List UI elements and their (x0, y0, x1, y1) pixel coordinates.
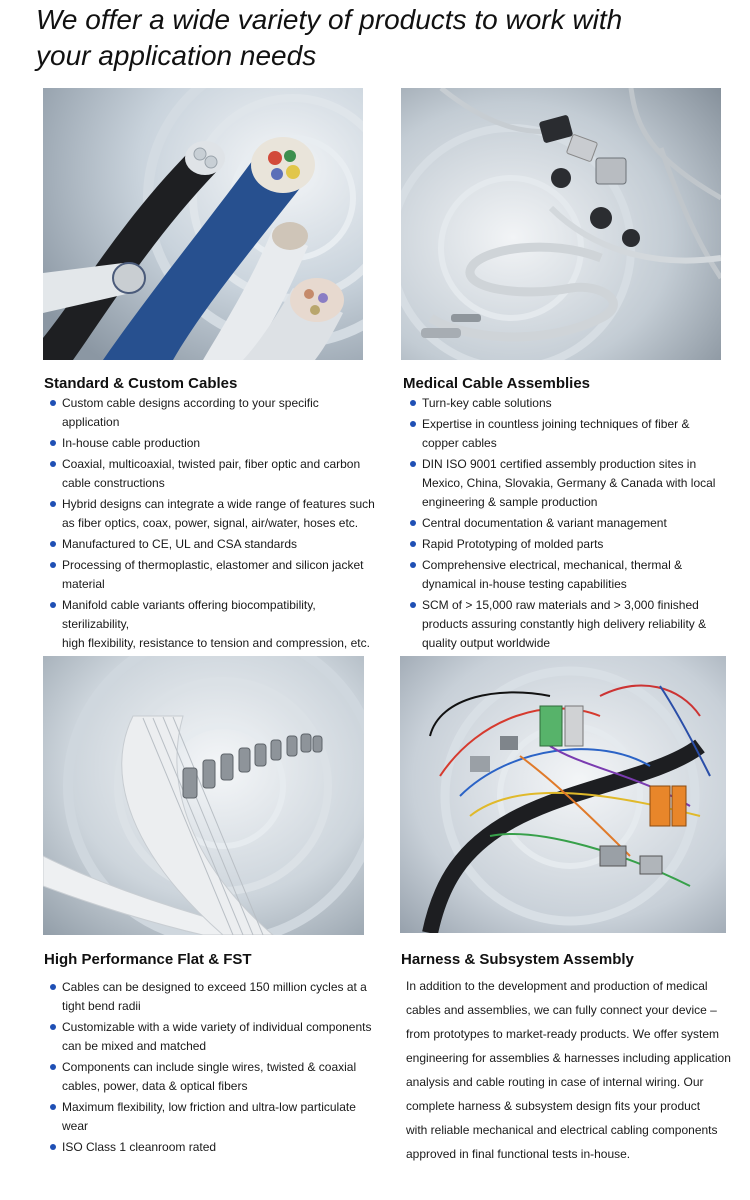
bullet-text: engineering & sample production (422, 495, 598, 509)
bullet-text: Hybrid designs can integrate a wide range of features such (62, 497, 375, 511)
page-headline (36, 2, 736, 74)
bullet-dot-icon (50, 602, 56, 608)
standard-cables-image (43, 88, 363, 360)
bullet-text: Components can include single wires, twisted & coaxial (62, 1060, 357, 1074)
harness-paragraph (406, 974, 736, 1166)
bullet-text: Comprehensive electrical, mechanical, thermal & (422, 558, 683, 572)
bullet-text: ISO Class 1 cleanroom rated (62, 1140, 217, 1154)
bullet-item (44, 596, 384, 653)
bullet-text: Customizable with a wide variety of individual components (62, 1020, 372, 1034)
bullet-item (404, 415, 724, 453)
bullet-dot-icon (50, 984, 56, 990)
paragraph-line: engineering for assemblies & harnesses including application (406, 1051, 731, 1065)
bullet-dot-icon (50, 1064, 56, 1070)
medical-assemblies-title: Medical Cable Assemblies (403, 375, 591, 392)
paragraph-line: analysis and cable routing in case of internal wiring. Our (406, 1075, 704, 1089)
standard-cables-title: Standard & Custom Cables (44, 375, 238, 392)
bullet-text: SCM of > 15,000 raw materials and > 3,000 finished (422, 598, 699, 612)
bullet-text: Turn-key cable solutions (422, 396, 552, 410)
bullet-text: Central documentation & variant management (422, 516, 667, 530)
bullet-dot-icon (410, 421, 416, 427)
bullet-text: products assuring constantly high delivery reliability & (422, 617, 707, 631)
bullet-item (44, 1058, 384, 1096)
bullet-dot-icon (50, 440, 56, 446)
bullet-text: wear (62, 1119, 89, 1133)
bullet-item (44, 394, 384, 432)
bullet-text: high flexibility, resistance to tension and compression, etc. (62, 636, 370, 650)
bullet-item (44, 1018, 384, 1056)
bullet-item (404, 556, 724, 594)
bullet-item (404, 535, 724, 554)
bullet-text: cables, power, data & optical fibers (62, 1079, 248, 1093)
harness-image (400, 656, 726, 933)
bullet-text: application (62, 415, 120, 429)
bullet-text: Cables can be designed to exceed 150 million cycles at a (62, 980, 367, 994)
bullet-dot-icon (410, 602, 416, 608)
bullet-item (44, 556, 384, 594)
flat-cable-image (43, 656, 364, 935)
bullet-item (44, 1098, 384, 1136)
bullet-dot-icon (50, 461, 56, 467)
bullet-text: Rapid Prototyping of molded parts (422, 537, 604, 551)
paragraph-line: cables and assemblies, we can fully connect your device – (406, 1003, 717, 1017)
bullet-text: copper cables (422, 436, 497, 450)
bullet-text: dynamical in-house testing capabilities (422, 577, 627, 591)
bullet-text: quality output worldwide (422, 636, 551, 650)
bullet-dot-icon (50, 501, 56, 507)
bullet-dot-icon (50, 1104, 56, 1110)
bullet-dot-icon (50, 1144, 56, 1150)
paragraph-line: from prototypes to market-ready products. We offer system (406, 1027, 720, 1041)
bullet-dot-icon (410, 562, 416, 568)
bullet-item (404, 514, 724, 533)
standard-cables-list (44, 394, 384, 655)
bullet-dot-icon (410, 461, 416, 467)
flat-cables-title: High Performance Flat & FST (44, 951, 252, 968)
bullet-text: material (62, 577, 105, 591)
bullet-dot-icon (50, 541, 56, 547)
bullet-item (404, 394, 724, 413)
bullet-text: Processing of thermoplastic, elastomer and silicon jacket (62, 558, 364, 572)
bullet-item (404, 455, 724, 512)
bullet-text: Maximum flexibility, low friction and ultra-low particulate (62, 1100, 356, 1114)
medical-assemblies-list (404, 394, 724, 655)
bullet-dot-icon (50, 562, 56, 568)
bullet-dot-icon (410, 400, 416, 406)
bullet-dot-icon (50, 400, 56, 406)
bullet-item (44, 434, 384, 453)
headline-line-2: your application needs (36, 40, 317, 71)
bullet-text: Mexico, China, Slovakia, Germany & Canada with local (422, 476, 716, 490)
bullet-dot-icon (50, 1024, 56, 1030)
bullet-text: tight bend radii (62, 999, 141, 1013)
harness-title: Harness & Subsystem Assembly (401, 951, 634, 968)
bullet-text: Manifold cable variants offering biocompatibility, sterilizability, (62, 598, 316, 631)
bullet-text: Manufactured to CE, UL and CSA standards (62, 537, 298, 551)
flat-cables-list (44, 978, 384, 1159)
paragraph-line: In addition to the development and production of medical (406, 979, 708, 993)
bullet-item (44, 1138, 384, 1157)
medical-assemblies-image (401, 88, 721, 360)
bullet-item (44, 455, 384, 493)
paragraph-line: complete harness & subsystem design fits your product (406, 1099, 701, 1113)
bullet-text: can be mixed and matched (62, 1039, 207, 1053)
bullet-item (44, 495, 384, 533)
bullet-item (404, 596, 724, 653)
bullet-text: as fiber optics, coax, power, signal, air/water, hoses etc. (62, 516, 359, 530)
bullet-text: Coaxial, multicoaxial, twisted pair, fiber optic and carbon (62, 457, 361, 471)
headline-line-1: We offer a wide variety of products to work with (36, 4, 623, 35)
paragraph-line: approved in final functional tests in-house. (406, 1147, 631, 1161)
bullet-text: DIN ISO 9001 certified assembly production sites in (422, 457, 697, 471)
bullet-item (44, 535, 384, 554)
bullet-dot-icon (410, 541, 416, 547)
paragraph-line: with reliable mechanical and electrical cabling components (406, 1123, 718, 1137)
bullet-dot-icon (410, 520, 416, 526)
bullet-text: Expertise in countless joining techniques of fiber & (422, 417, 690, 431)
bullet-text: In-house cable production (62, 436, 201, 450)
bullet-text: Custom cable designs according to your specific (62, 396, 319, 410)
bullet-text: cable constructions (62, 476, 165, 490)
bullet-item (44, 978, 384, 1016)
